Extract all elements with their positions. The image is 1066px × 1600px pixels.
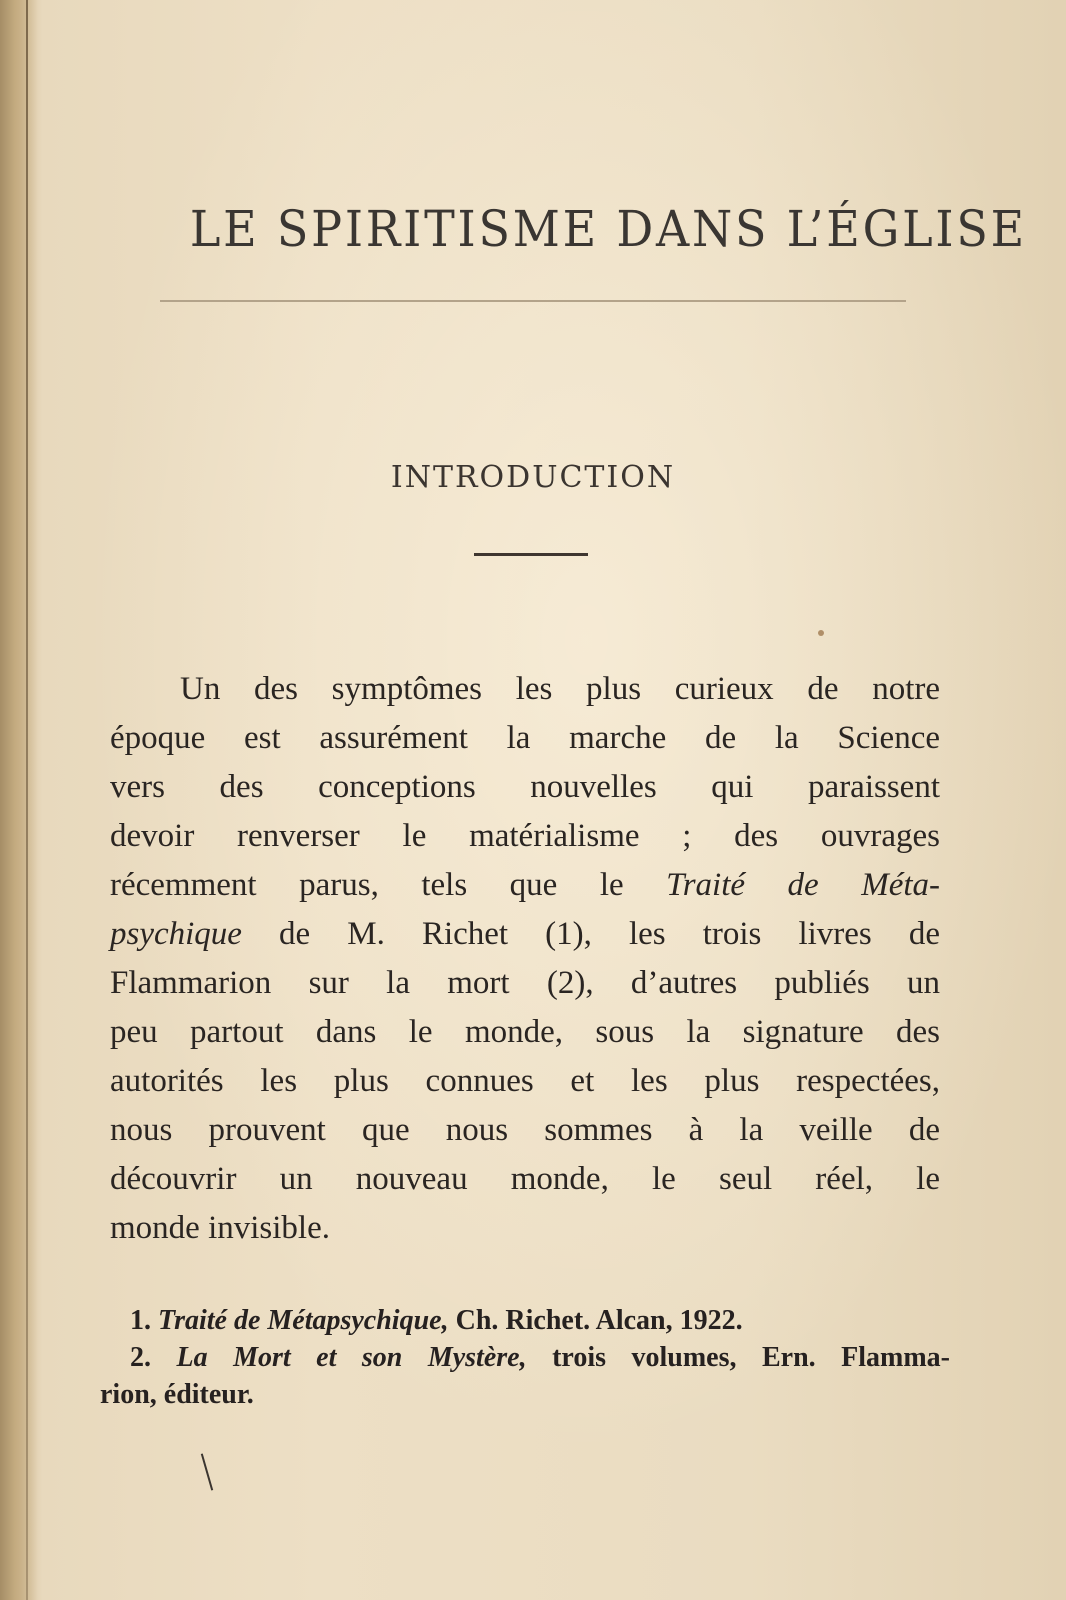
paragraph-line: Flammarion sur la mort (2), d’autres publiés un [110, 965, 940, 1001]
page-binding-edge [26, 0, 28, 1600]
footnote-title: Traité de Métapsychique, [158, 1305, 449, 1336]
book-title-italic: Traité de Méta- [666, 867, 940, 903]
section-heading: INTRODUCTION [390, 460, 676, 495]
paragraph-line: devoir renverser le matérialisme ; des ouvrages [110, 818, 940, 854]
paragraph-line: monde invisible. [110, 1210, 330, 1246]
paragraph-line: nous prouvent que nous sommes à la veille de [110, 1112, 940, 1148]
footnote-2 [100, 1339, 950, 1376]
running-title: LE SPIRITISME DANS L’ÉGLISE [189, 200, 1027, 258]
paragraph-line: Un des symptômes les plus curieux de notre [180, 671, 940, 707]
paper-speck [818, 630, 824, 636]
paragraph-line: découvrir un nouveau monde, le seul réel, le [110, 1161, 940, 1197]
paragraph-text: de M. Richet (1), les trois livres de [279, 916, 941, 952]
paragraph-line: époque est assurément la marche de la Science [110, 720, 940, 756]
paragraph-text: récemment parus, tels que le [110, 867, 624, 903]
footnote-title: La Mort et son Mystère, [176, 1342, 527, 1373]
footnote-number: 1. [130, 1305, 151, 1336]
footnote-text: Ch. Richet. Alcan, 1922. [455, 1305, 743, 1336]
paragraph-line [110, 861, 940, 910]
paragraph-line [110, 910, 940, 959]
paragraph-line: peu partout dans le monde, sous la signature des [110, 1014, 940, 1050]
footnote-1 [100, 1302, 950, 1339]
heading-rule [474, 553, 588, 556]
paragraph-line: vers des conceptions nouvelles qui paraissent [110, 769, 940, 805]
book-title-italic: psychique [110, 916, 242, 952]
footnote-text: trois volumes, Ern. Flamma- [552, 1342, 951, 1373]
introduction-paragraph [110, 665, 940, 1253]
paragraph-line: autorités les plus connues et les plus respectées, [110, 1063, 940, 1099]
footnotes [100, 1302, 950, 1413]
pencil-mark [201, 1453, 213, 1490]
footnote-2-continued: rion, éditeur. [100, 1379, 254, 1410]
page-edge-shadow [0, 0, 38, 1600]
footnote-number: 2. [130, 1342, 151, 1373]
title-rule [160, 300, 906, 302]
